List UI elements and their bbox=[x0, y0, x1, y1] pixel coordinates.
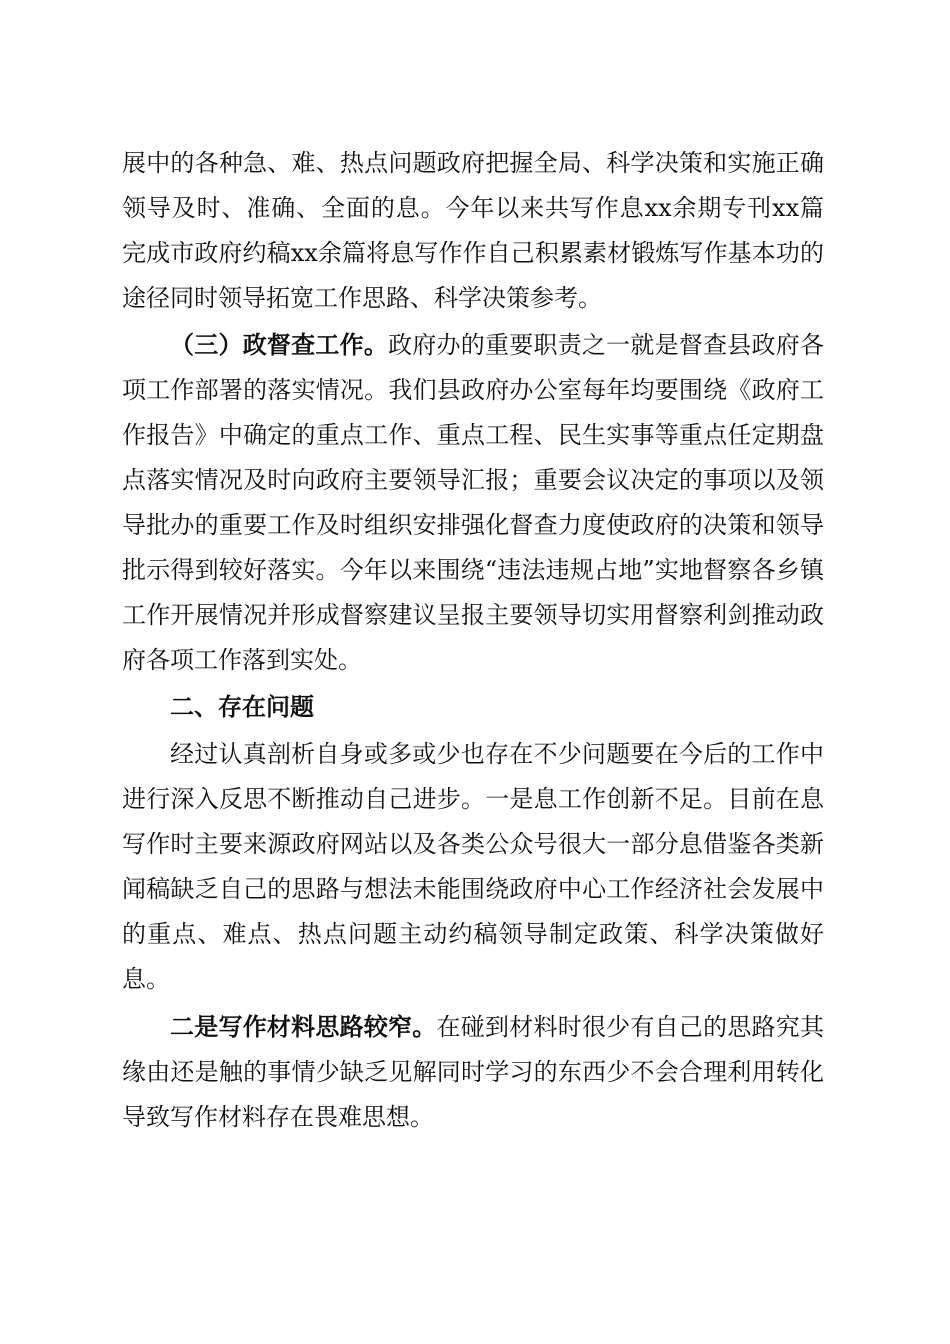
paragraph-problems-intro: 经过认真剖析自身或多或少也存在不少问题要在今后的工作中进行深入反思不断推动自己进步。一是息工作创新不足。目前在息写作时主要来源政府网站以及各类公众号很大一部分息借鉴各类新闻稿缺乏自己的思路与想法未能围绕政府中心工作经济社会发展中的重点、难点、热点问题主动约稿领导制定政策、科学决策做好息。 bbox=[122, 740, 824, 993]
section-heading-problems: 二、存在问题 bbox=[170, 693, 314, 721]
paragraph-supervision-body: 政府办的重要职责之一就是督查县政府各项工作部署的落实情况。我们县政府办公室每年均要围绕《政府工作报告》中确定的重点工作、重点工程、民生实事等重点任定期盘点落实情况及时向政府主要领导汇报；重要会议决定的事项以及领导批办的重要工作及时组织安排强化督查力度使政府的决策和领导批示得到较好落实。今年以来围绕“违法违规占地”实地督察各乡镇工作开展情况并形成督察建议呈报主要领导切实用督察利剑推动政府各项工作落到实处。 bbox=[122, 331, 824, 674]
paragraph-supervision-work bbox=[122, 322, 824, 683]
paragraph-info-work-continued: 展中的各种急、难、热点问题政府把握全局、科学决策和实施正确领导及时、准确、全面的息。今年以来共写作息xx余期专刊xx篇完成市政府约稿xx余篇将息写作作自己积累素材锻炼写作基本功的途径同时领导拓宽工作思路、科学决策参考。 bbox=[122, 149, 824, 312]
section-subheading-supervision: （三）政督查工作。 bbox=[170, 330, 389, 359]
document-body bbox=[122, 141, 824, 1140]
paragraph-writing-materials-body: 在碰到材料时很少有自己的思路究其缘由还是触的事情少缺乏见解同时学习的东西少不会合理利用转化导致写作材料存在畏难思想。 bbox=[122, 1013, 825, 1131]
paragraph-writing-materials bbox=[122, 1004, 824, 1140]
point-lead-writing-materials: 二是写作材料思路较窄。 bbox=[170, 1012, 437, 1041]
